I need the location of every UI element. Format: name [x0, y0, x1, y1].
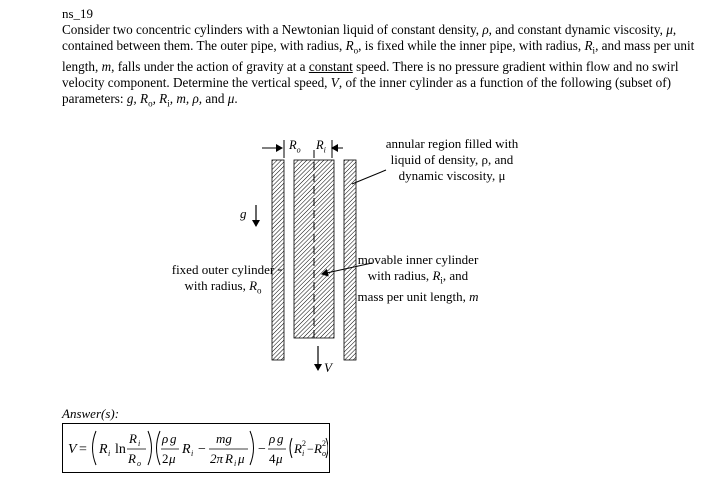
eq-frac2-rho: ρ: [162, 431, 169, 446]
eq-Ri-1: R: [99, 442, 108, 457]
eq-Ro-sup: 2: [322, 439, 326, 448]
annular-region-label: annular region filled with liquid of density, ρ, and dynamic viscosity, μ: [385, 136, 519, 183]
eq-frac1-num-sub: i: [138, 439, 141, 448]
outer-wall-right: [344, 160, 356, 360]
eq-Ro-sub: o: [322, 449, 326, 458]
eq-frac4-rho: ρ: [269, 431, 276, 446]
eq-Ri-2: R: [182, 442, 191, 457]
eq-frac1-num: R: [129, 431, 137, 446]
inner-cylinder-label: movable inner cylinder with radius, $R_i$, and mass per unit length, m: [357, 252, 479, 304]
eq-frac3-mu: μ: [238, 451, 245, 466]
eq-frac3-R: R: [225, 451, 233, 466]
eq-frac3-twopi: 2π: [210, 451, 224, 466]
eq-V: V: [68, 442, 77, 457]
eq-frac3-num: mg: [216, 431, 232, 446]
outer-cylinder-label: fixed outer cylinder with radius, $R_o$: [171, 262, 275, 296]
eq-Ri-1-sub: i: [108, 449, 111, 458]
eq-frac4-g: g: [277, 431, 284, 446]
eq-Ri-3: R: [294, 441, 302, 456]
eq-frac2-g: g: [170, 431, 177, 446]
eq-ln: ln: [115, 442, 126, 457]
eq-frac4-four: 4: [269, 451, 276, 466]
velocity-label: V: [324, 360, 332, 375]
eq-frac2-two: 2: [162, 451, 169, 466]
eq-equals: =: [79, 442, 87, 457]
problem-id: ns_19: [62, 6, 94, 21]
paren-2-close: [250, 431, 254, 465]
eq-frac4-mu: μ: [276, 451, 283, 466]
answer-label: Answer(s):: [62, 406, 120, 421]
eq-frac1-den-sub: o: [137, 459, 141, 468]
paren-3-close: [326, 438, 328, 458]
dim-ro-label: $R_o$: [289, 138, 301, 155]
eq-Ri-3-sub: i: [302, 449, 305, 458]
eq-frac2-mu: μ: [169, 451, 176, 466]
eq-frac1-den: R: [128, 451, 136, 466]
problem-statement: Consider two concentric cylinders with a Newtonian liquid of constant density, ρ, and constant dynamic viscosity, μ, contained between them. The outer pipe, with radius, $R_o$, is fixed while the inner pipe, with radius, $R_i$, and mass per unit length, m, falls under the action of gravity at a constant speed. There is no pressure gradient within flow and no swirl velocity component. Determine the vertical speed, V, of the inner cylinder as a function of the following (subset of) parameters: g, $R_o$, $R_i$, m, ρ, and μ.: [62, 22, 695, 109]
dim-ri-label: $R_i$: [316, 138, 326, 155]
outer-wall-left: [272, 160, 284, 360]
eq-Ri-2-sub: i: [191, 449, 194, 458]
answer-equation: [66, 426, 328, 470]
eq-Ro: R: [314, 441, 322, 456]
eq-minus-3: −: [307, 442, 314, 456]
paren-1-open: [93, 431, 97, 465]
paren-3-open: [290, 438, 292, 458]
eq-minus-1: −: [198, 442, 206, 457]
gravity-label: g: [240, 206, 247, 221]
eq-minus-2: −: [258, 442, 266, 457]
eq-frac3-R-sub: i: [234, 459, 237, 468]
paren-2-open: [157, 431, 161, 465]
eq-Ri-3-sup: 2: [302, 439, 306, 448]
paren-1-close: [148, 431, 152, 465]
